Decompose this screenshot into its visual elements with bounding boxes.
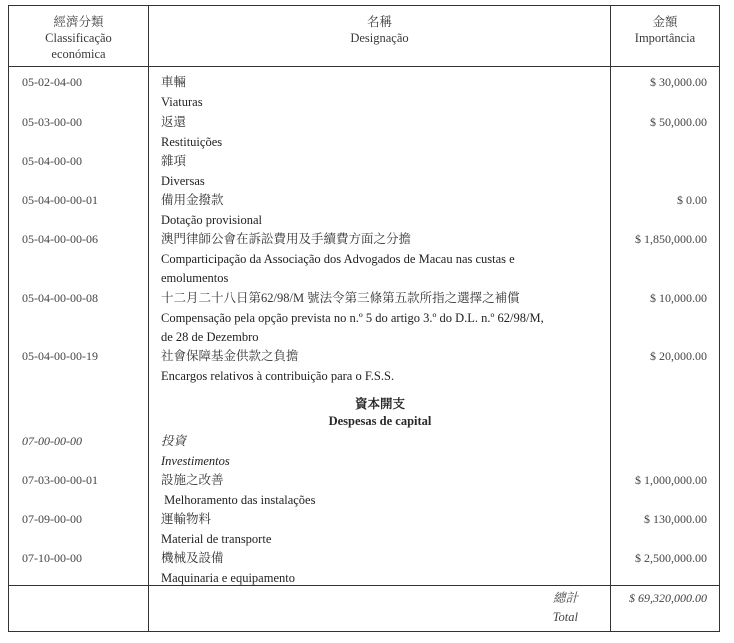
header-divider [9,66,719,67]
row-code: 05-04-00-00-06 [22,232,98,246]
row-code: 07-09-00-00 [22,512,82,526]
row-name-zh: 車輛 [161,75,187,89]
total-divider [9,585,719,586]
row-amount: $ 130,000.00 [644,512,707,526]
row-name-pt: Maquinaria e equipamento [161,571,295,585]
row-amount: $ 0.00 [677,193,707,207]
row-name-pt-cont: de 28 de Dezembro [161,330,259,344]
section-title-zh: 資本開支 [354,397,405,411]
row-name-pt: Dotação provisional [161,213,263,227]
row-name-zh: 設施之改善 [161,473,224,487]
row-name-pt: Comparticipação da Associação dos Advogados de Macau nas custas e [161,252,515,266]
header-classification-zh: 經濟分類 [53,15,104,29]
row-code: 07-00-00-00 [22,434,82,448]
row-name-zh: 返還 [161,115,187,129]
row-name-zh: 澳門律師公會在訴訟費用及手續費方面之分擔 [161,232,412,246]
row-code: 05-02-04-00 [22,75,82,89]
row-code: 07-10-00-00 [22,551,82,565]
row-amount: $ 20,000.00 [650,349,707,363]
row-code: 05-04-00-00-19 [22,349,98,363]
header-classification-pt: Classificação [45,31,112,45]
header-amount-pt: Importância [634,31,696,45]
header-classification [9,14,148,62]
row-amount: $ 50,000.00 [650,115,707,129]
budget-table [8,5,720,632]
row-name-zh: 運輸物料 [161,512,212,526]
row-name-pt: Encargos relativos à contribuição para o F.S.S. [161,369,395,383]
row-name-zh: 備用金撥款 [161,193,224,207]
row-name-zh: 十二月二十八日第62/98/M 號法令第三條第五款所指之選擇之補償 [161,291,520,305]
row-amount: $ 1,000,000.00 [635,473,707,487]
header-classification-pt-2: económica [51,47,106,61]
row-name-pt: Viaturas [161,95,203,109]
row-code: 07-03-00-00-01 [22,473,98,487]
total-label-pt: Total [552,610,578,624]
row-name-pt: Diversas [161,174,205,188]
column-divider [148,6,149,631]
row-code: 05-03-00-00 [22,115,82,129]
row-code: 05-04-00-00-08 [22,291,98,305]
header-designation [149,14,610,46]
row-amount: $ 2,500,000.00 [635,551,707,565]
row-name-zh: 雜項 [161,154,187,168]
row-name-pt: Material de transporte [161,532,272,546]
section-title-pt: Despesas de capital [328,414,432,428]
total-amount: $ 69,320,000.00 [629,591,707,605]
header-designation-pt: Designação [350,31,409,45]
row-amount: $ 1,850,000.00 [635,232,707,246]
row-name-pt: Investimentos [161,454,230,468]
header-amount-zh: 金額 [652,15,678,29]
row-name-zh: 社會保障基金供款之負擔 [161,349,299,363]
row-name-pt: Melhoramento das instalações [161,493,316,507]
row-name-pt: Compensação pela opção prevista no n.º 5 do artigo 3.º do D.L. n.º 62/98/M, [161,311,544,325]
row-amount: $ 10,000.00 [650,291,707,305]
row-code: 05-04-00-00-01 [22,193,98,207]
column-divider [610,6,611,631]
row-amount: $ 30,000.00 [650,75,707,89]
row-code: 05-04-00-00 [22,154,82,168]
total-label-zh: 總計 [552,591,578,605]
row-name-zh: 機械及設備 [161,551,224,565]
header-designation-zh: 名稱 [366,15,392,29]
row-name-zh: 投資 [161,434,187,448]
header-amount [611,14,719,46]
row-name-pt: Restituições [161,135,223,149]
row-name-pt-cont: emolumentos [161,271,229,285]
